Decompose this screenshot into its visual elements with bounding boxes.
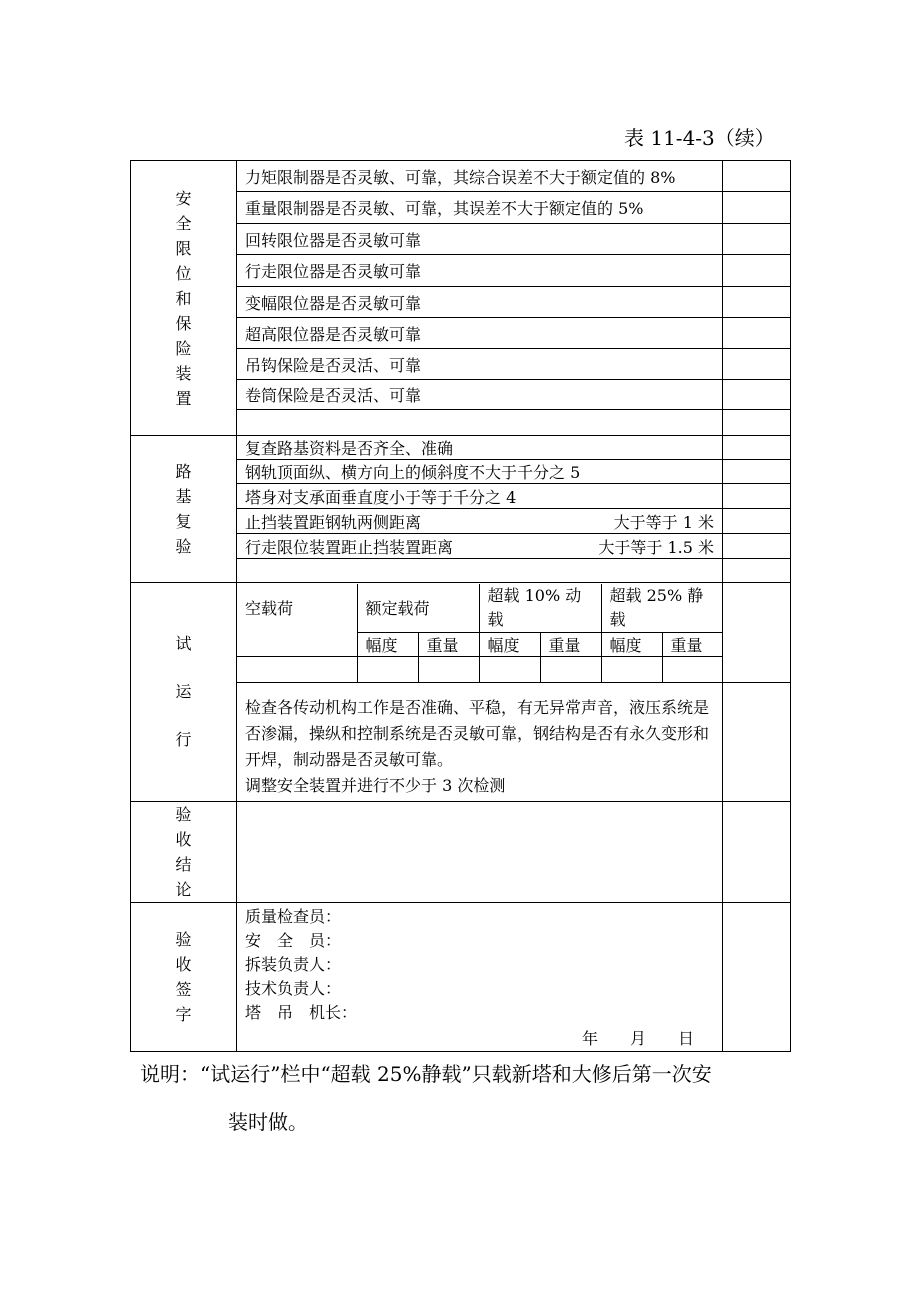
- inspection-table: [130, 160, 791, 1052]
- roadbed-section-label: 路 基 复 验: [131, 436, 237, 583]
- roadbed-item-blank[interactable]: [237, 559, 723, 583]
- data-cell[interactable]: [662, 657, 722, 682]
- table-caption: 表 11-4-3（续）: [624, 126, 775, 150]
- note-line-1: 说明：“试运行”栏中“超载 25%静载”只载新塔和大修后第一次安: [140, 1062, 712, 1086]
- result-cell[interactable]: [723, 509, 791, 534]
- safety-item: 回转限位器是否灵敏可靠: [237, 224, 723, 255]
- load-test-grid-cell: [237, 583, 723, 683]
- safety-item-blank[interactable]: [237, 410, 723, 436]
- signature-line: 质量检查员：: [245, 907, 342, 926]
- header-overload-10: 超载 10% 动载: [479, 584, 601, 633]
- result-cell[interactable]: [723, 318, 791, 349]
- result-cell[interactable]: [723, 559, 791, 583]
- data-cell[interactable]: [479, 657, 540, 682]
- safety-item: 变幅限位器是否灵敏可靠: [237, 287, 723, 318]
- roadbed-item: 行走限位装置距止挡装置距离 大于等于 1.5 米: [237, 534, 723, 559]
- note-line-2: 装时做。: [228, 1110, 308, 1134]
- result-cell[interactable]: [723, 192, 791, 224]
- signature-line: 塔 吊 机长：: [245, 1003, 358, 1022]
- data-cell[interactable]: [357, 657, 418, 682]
- result-cell[interactable]: [723, 287, 791, 318]
- signature-section-label: 验 收 签 字: [131, 903, 237, 1052]
- safety-item: 卷筒保险是否灵活、可靠: [237, 380, 723, 410]
- sub-header-weight: 重量: [418, 633, 479, 657]
- safety-item: 行走限位器是否灵敏可靠: [237, 255, 723, 287]
- signature-line: 安 全 员：: [245, 931, 342, 950]
- result-cell[interactable]: [723, 484, 791, 509]
- sub-header-range: 幅度: [357, 633, 418, 657]
- trial-check-text: 检查各传动机构工作是否准确、平稳，有无异常声音，液压系统是否渗漏，操纵和控制系统是否灵敏可靠，钢结构是否有永久变形和开焊，制动器是否灵敏可靠。 调整安全装置并进行不少于 3 次检测: [237, 683, 723, 802]
- safety-section-label: 安 全 限 位 和 保 险 装 置: [131, 161, 237, 436]
- safety-item: 超高限位器是否灵敏可靠: [237, 318, 723, 349]
- sub-header-weight: 重量: [540, 633, 601, 657]
- roadbed-item: 止挡装置距钢轨两侧距离 大于等于 1 米: [237, 509, 723, 534]
- result-cell[interactable]: [723, 436, 791, 460]
- signature-line: 拆装负责人：: [245, 955, 342, 974]
- roadbed-item: 钢轨顶面纵、横方向上的倾斜度不大于千分之 5: [237, 460, 723, 484]
- signature-date: 年 月 日: [581, 1029, 694, 1048]
- result-cell[interactable]: [723, 460, 791, 484]
- data-cell[interactable]: [540, 657, 601, 682]
- header-no-load: 空载荷: [237, 584, 357, 657]
- result-cell[interactable]: [723, 380, 791, 410]
- sub-header-weight: 重量: [662, 633, 722, 657]
- header-rated-load: 额定载荷: [357, 584, 479, 633]
- signature-line: 技术负责人：: [245, 979, 342, 998]
- result-cell[interactable]: [723, 683, 791, 802]
- load-test-grid: [237, 584, 723, 682]
- result-cell[interactable]: [723, 534, 791, 559]
- result-cell[interactable]: [723, 224, 791, 255]
- signature-field[interactable]: [237, 903, 723, 1052]
- result-cell[interactable]: [723, 410, 791, 436]
- data-cell[interactable]: [601, 657, 662, 682]
- result-cell[interactable]: [723, 349, 791, 380]
- trial-section-label: 试 运 行: [131, 583, 237, 802]
- result-cell[interactable]: [723, 583, 791, 683]
- data-cell[interactable]: [237, 657, 357, 682]
- roadbed-item: 复查路基资料是否齐全、准确: [237, 436, 723, 460]
- result-cell[interactable]: [723, 802, 791, 903]
- data-cell[interactable]: [418, 657, 479, 682]
- conclusion-section-label: 验 收 结 论: [131, 802, 237, 903]
- roadbed-item: 塔身对支承面垂直度小于等于千分之 4: [237, 484, 723, 509]
- result-cell[interactable]: [723, 161, 791, 192]
- safety-item: 力矩限制器是否灵敏、可靠，其综合误差不大于额定值的 8%: [237, 161, 723, 192]
- safety-item: 吊钩保险是否灵活、可靠: [237, 349, 723, 380]
- sub-header-range: 幅度: [479, 633, 540, 657]
- header-overload-25: 超载 25% 静载: [601, 584, 722, 633]
- result-cell[interactable]: [723, 255, 791, 287]
- result-cell[interactable]: [723, 903, 791, 1052]
- conclusion-field[interactable]: [237, 802, 723, 903]
- sub-header-range: 幅度: [601, 633, 662, 657]
- safety-item: 重量限制器是否灵敏、可靠，其误差不大于额定值的 5%: [237, 192, 723, 224]
